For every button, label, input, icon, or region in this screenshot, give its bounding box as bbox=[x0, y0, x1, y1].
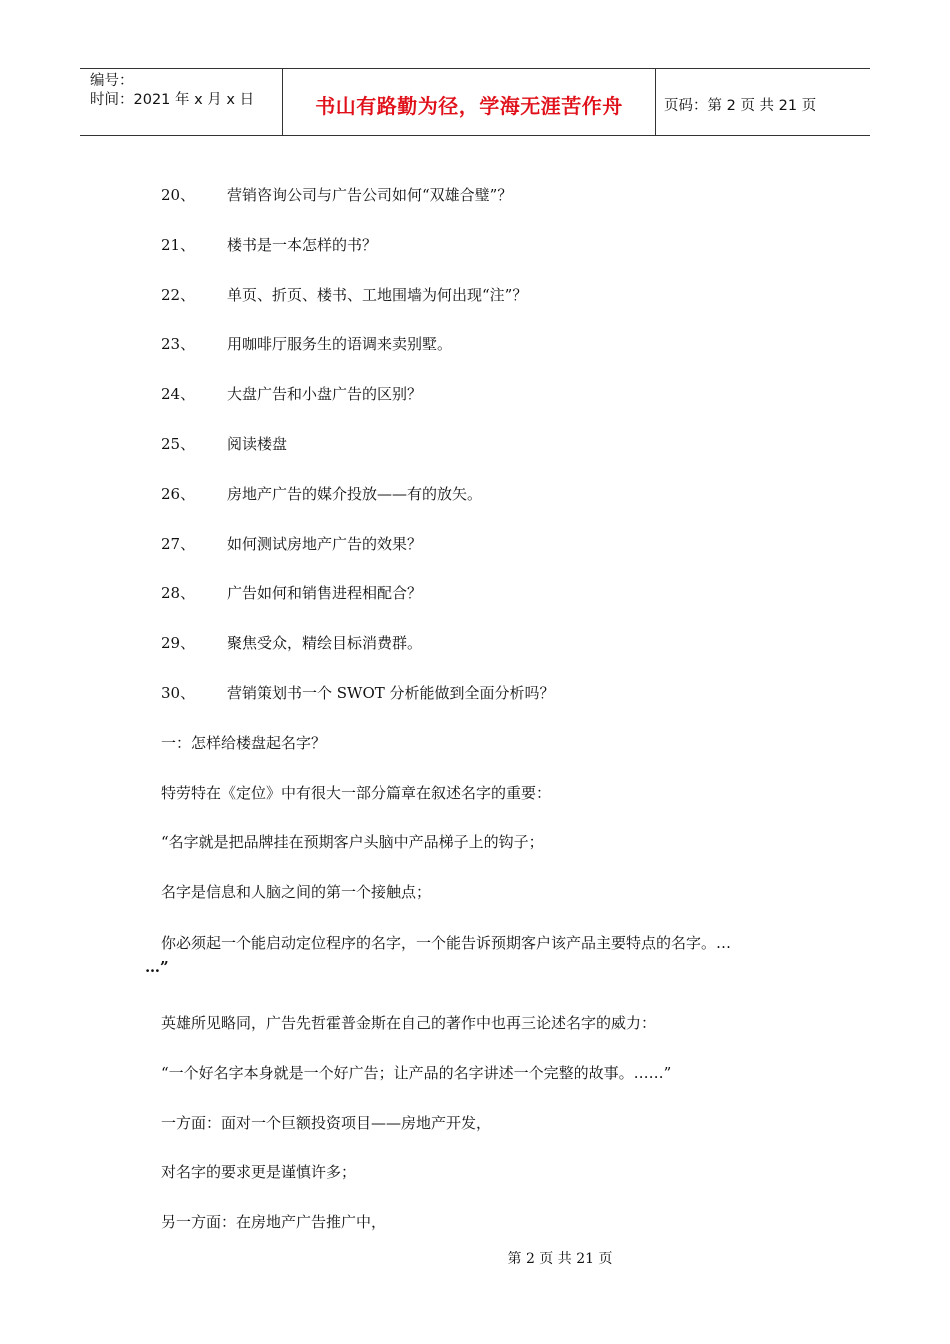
list-item bbox=[145, 234, 825, 284]
paragraph: “名字就是把品牌挂在预期客户头脑中产品梯子上的钩子； bbox=[161, 833, 544, 852]
paragraph: 英雄所见略同，广告先哲霍普金斯在自己的著作中也再三论述名字的威力： bbox=[161, 1013, 657, 1032]
item-text: 房地产广告的媒介投放——有的放矢。 bbox=[227, 484, 483, 503]
item-number: 27、 bbox=[161, 534, 196, 553]
item-text: 广告如何和销售进程相配合？ bbox=[227, 584, 423, 603]
header-meta bbox=[80, 69, 282, 135]
paragraph: 你必须起一个能启动定位程序的名字，一个能告诉预期客户该产品主要特点的名字。… …” bbox=[145, 933, 732, 976]
item-number: 29、 bbox=[161, 634, 196, 653]
paragraph: 一方面：面对一个巨额投资项目——房地产开发， bbox=[161, 1113, 492, 1132]
item-text: 大盘广告和小盘广告的区别？ bbox=[227, 385, 423, 404]
item-number: 26、 bbox=[161, 484, 196, 503]
list-item bbox=[145, 483, 825, 533]
footer-page-number: 第 2 页 共 21 页 bbox=[507, 1251, 613, 1267]
list-item bbox=[145, 433, 825, 483]
page-header bbox=[80, 68, 870, 136]
item-number: 28、 bbox=[161, 584, 196, 603]
header-page-info bbox=[656, 69, 870, 135]
paragraph: 另一方面：在房地产广告推广中， bbox=[161, 1213, 387, 1232]
item-number: 21、 bbox=[161, 235, 196, 254]
list-item bbox=[145, 632, 825, 682]
item-text: 阅读楼盘 bbox=[227, 434, 288, 453]
item-number: 23、 bbox=[161, 335, 196, 354]
list-item bbox=[145, 383, 825, 433]
list-item bbox=[145, 184, 825, 234]
motto-text: 书山有路勤为径，学海无涯苦作舟 bbox=[315, 93, 623, 118]
item-number: 20、 bbox=[161, 186, 196, 204]
list-item bbox=[145, 682, 825, 732]
list-item bbox=[145, 582, 825, 632]
page-footer bbox=[0, 1248, 950, 1268]
item-text: 如何测试房地产广告的效果？ bbox=[227, 534, 423, 553]
item-text: 营销策划书一个 SWOT 分析能做到全面分析吗？ bbox=[227, 683, 555, 702]
item-text: 营销咨询公司与广告公司如何“双雄合璧”？ bbox=[227, 186, 513, 204]
item-text: 楼书是一本怎样的书？ bbox=[227, 235, 378, 254]
list-item bbox=[145, 284, 825, 334]
section-heading: 一：怎样给楼盘起名字？ bbox=[161, 733, 327, 752]
item-text: 单页、折页、楼书、工地围墙为何出现“注”？ bbox=[227, 285, 528, 304]
item-number: 22、 bbox=[161, 285, 196, 304]
paragraph: 特劳特在《定位》中有很大一部分篇章在叙述名字的重要： bbox=[161, 783, 552, 802]
list-item bbox=[145, 333, 825, 383]
header-motto-cell bbox=[282, 69, 656, 135]
item-number: 30、 bbox=[161, 683, 196, 702]
document-body bbox=[145, 184, 825, 1261]
number-label: 编号： bbox=[90, 73, 134, 89]
paragraph: 名字是信息和人脑之间的第一个接触点； bbox=[161, 883, 432, 902]
item-text: 聚焦受众，精绘目标消费群。 bbox=[227, 634, 423, 653]
item-number: 24、 bbox=[161, 385, 196, 404]
paragraph: 对名字的要求更是谨慎许多； bbox=[161, 1163, 357, 1182]
item-number: 25、 bbox=[161, 434, 196, 453]
item-text: 用咖啡厅服务生的语调来卖别墅。 bbox=[227, 335, 453, 354]
page-info-text: 页码：第 2 页 共 21 页 bbox=[664, 97, 817, 114]
time-label: 时间：2021 年 x 月 x 日 bbox=[90, 92, 255, 108]
paragraph: “一个好名字本身就是一个好广告；让产品的名字讲述一个完整的故事。……” bbox=[161, 1063, 672, 1082]
list-item bbox=[145, 533, 825, 583]
